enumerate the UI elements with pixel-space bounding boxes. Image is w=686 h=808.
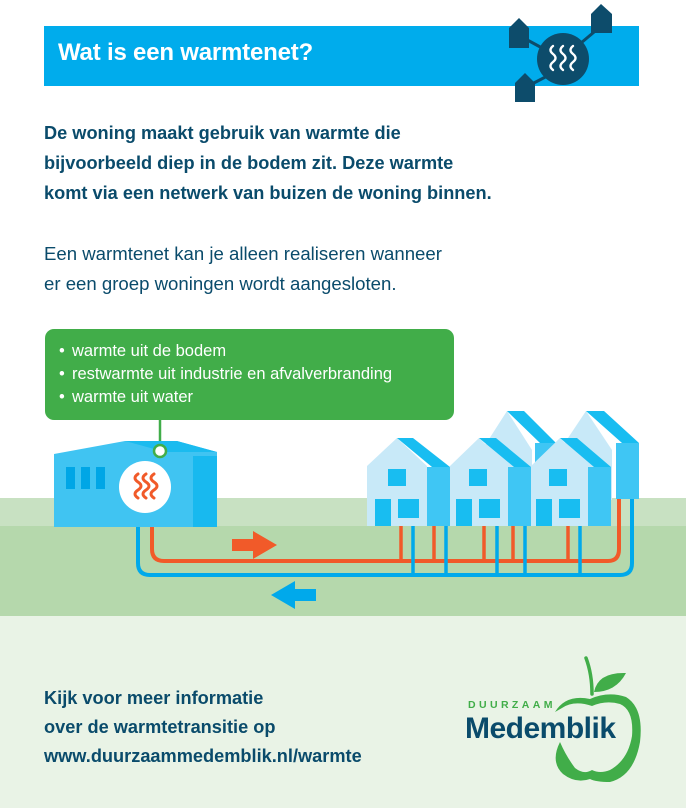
logo-big-text: Medemblik — [465, 712, 616, 745]
source-item — [59, 386, 454, 409]
heat-plant-building — [54, 441, 217, 527]
footer-line: Kijk voor meer informatie — [44, 688, 264, 708]
page-title: Wat is een warmtenet? — [58, 39, 313, 66]
source-item — [59, 340, 454, 363]
footer-link[interactable]: www.duurzaammedemblik.nl/warmte — [44, 746, 362, 766]
ground-underground — [0, 526, 686, 616]
footer-line: over de warmtetransitie op — [44, 717, 276, 737]
house-front-1 — [367, 438, 450, 526]
source-label: warmte uit water — [72, 388, 194, 406]
bullet: • — [59, 365, 65, 383]
intro-line: De woning maakt gebruik van warmte die — [44, 123, 401, 143]
bullet: • — [59, 388, 65, 406]
heat-sources-callout — [45, 329, 454, 420]
sub-line: Een warmtenet kan je alleen realiseren wanneer — [44, 243, 442, 264]
bullet: • — [59, 342, 65, 360]
intro-line: komt via een netwerk van buizen de woning binnen. — [44, 183, 492, 203]
footer-info — [44, 684, 362, 771]
source-item — [59, 363, 454, 386]
sub-line: er een groep woningen wordt aangesloten. — [44, 273, 397, 294]
source-label: warmte uit de bodem — [72, 342, 227, 360]
intro-line: bijvoorbeeld diep in de bodem zit. Deze warmte — [44, 153, 454, 173]
source-label: restwarmte uit industrie en afvalverbranding — [72, 365, 393, 383]
logo-small-text: DUURZAAM — [468, 699, 556, 711]
